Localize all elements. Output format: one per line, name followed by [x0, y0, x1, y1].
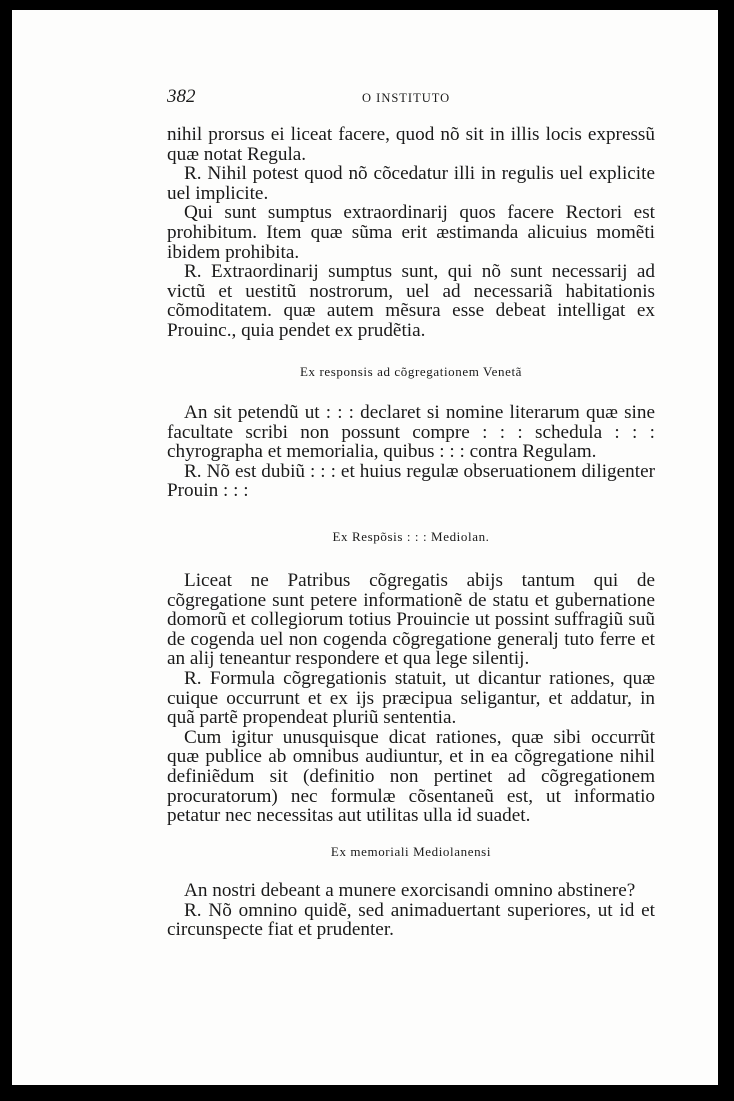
running-head: O INSTITUTO [362, 91, 451, 105]
section-milan-memorial-text [167, 881, 655, 940]
paragraph: nihil prorsus ei liceat facere, quod nõ sit in illis locis expressũ quæ notat Regula. [167, 124, 655, 165]
paragraph: Cum igitur unusquisque dicat rationes, quæ sibi occurrũt quæ publice ab omnibus audiuntur, et in ea cõgregatione nihil definiẽdum sit (definitio non pertinet ad cõgregationem procuratorum) nec formulæ cõsentaneũ est, ut informatio petatur nec necessitas aut utilitas ulla id suadet. [167, 726, 655, 827]
paragraph: R. Extraordinarij sumptus sunt, qui nõ sunt necessarij ad victũ et uestitũ nostrorum, uel ad necessariã habitationis cõmoditatem. quæ autem mẽsura esse debeat intelligat ex Prouinc., quia pendet ex prudẽtia. [167, 261, 655, 341]
section-title-milan-responses: Ex Respõsis : : : Mediolan. [332, 529, 490, 544]
paragraph: Liceat ne Patribus cõgregatis abijs tantum qui de cõgregatione sunt petere informationẽ de statu et gubernatione domorũ et collegiorum totius Prouincie ut possint suffragiũ suũ de cogenda uel non cogenda cõgregatione generalj tuto ferre et an alij teneantur respondere et qua lege silentij. [167, 570, 655, 670]
section-title-milan-memorial: Ex memoriali Mediolanensi [330, 844, 492, 859]
section-milan-responses-text [167, 571, 655, 826]
section-venice-text [167, 403, 655, 501]
paragraph: An nostri debeant a munere exorcisandi omnino abstinere? [184, 880, 636, 901]
paragraph: R. Nõ est dubiũ : : : et huius regulæ obseruationem diligenter Prouin : : : [167, 460, 655, 502]
paragraph: R. Formula cõgregationis statuit, ut dicantur rationes, quæ cuique occurrunt et ex ijs præcipua seligantur, et addatur, in quã partẽ propendeat pluriũ sententia. [167, 667, 655, 729]
paragraph: R. Nõ omnino quidẽ, sed animaduertant superiores, ut id et circunspecte fiat et prudenter. [167, 899, 655, 941]
book-page [12, 10, 718, 1085]
page-number: 382 [167, 86, 196, 107]
page-header [167, 86, 667, 110]
paragraph: Qui sunt sumptus extraordinarij quos facere Rectori est prohibitum. Item quæ sũma erit æstimanda alicuius momẽti ibidem prohibita. [167, 202, 655, 263]
paragraph: R. Nihil potest quod nõ cõcedatur illi in regulis uel explicite uel implicite. [167, 163, 655, 204]
opening-text [167, 125, 655, 341]
paragraph: An sit petendũ ut : : : declaret si nomine literarum quæ sine facultate scribi non possunt compre : : : schedula : : : chyrographa et memorialia, quibus : : : contra Regulam. [167, 402, 655, 463]
section-title-venice: Ex responsis ad cõgregationem Venetã [299, 364, 523, 379]
